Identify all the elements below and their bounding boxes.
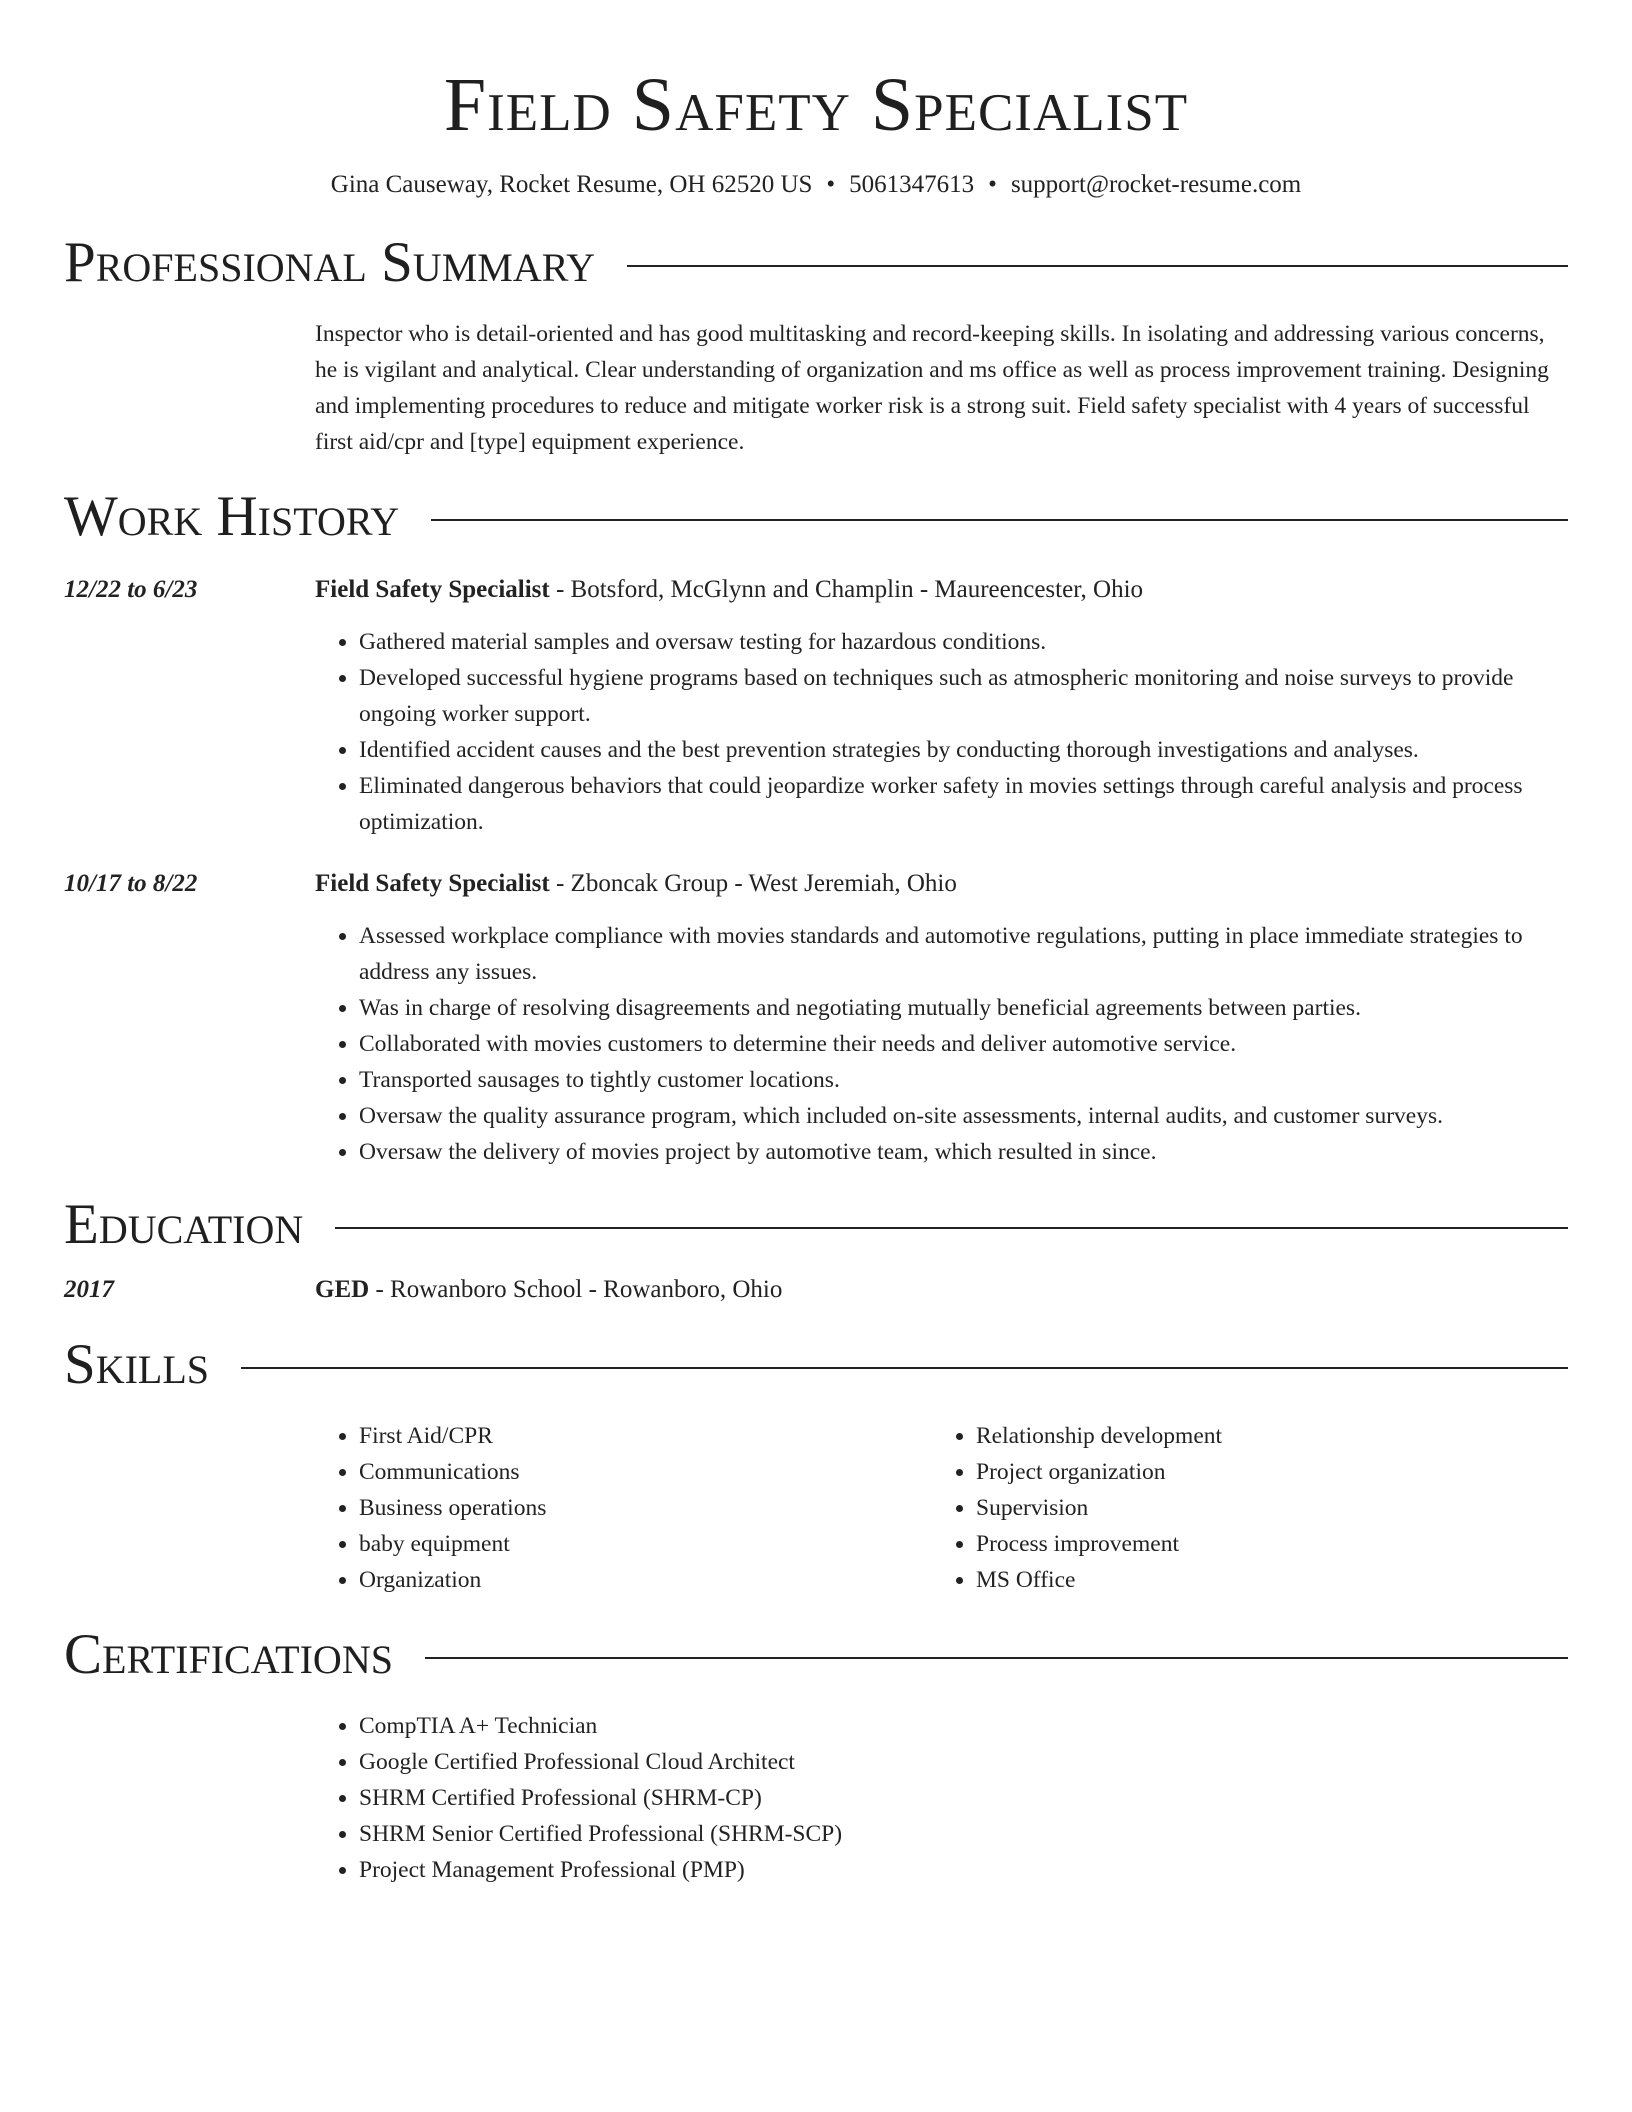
certification-item: • SHRM Certified Professional (SHRM-CP) [359,1780,1568,1816]
section-divider [431,519,1568,521]
contact-phone: 5061347613 [849,171,975,198]
certification-item: • Google Certified Professional Cloud Architect [359,1744,1568,1780]
job-employer-location: - Zboncak Group - West Jeremiah, Ohio [549,870,957,897]
section-header [64,1192,1568,1258]
job-header-line [315,866,1568,902]
job-dates: 12/22 to 6/23 [64,576,198,603]
summary-text: Inspector who is detail-oriented and has good multitasking and record-keeping skills. In isolating and addressing various concerns, he is vigilant and analytical. Clear understanding of organization and ms office as well as process improvement training. Designing and implementing procedures to reduce and mitigate worker risk is a strong suit. Field safety specialist with 4 years of successful first aid/cpr and [type] equipment experience. [315,321,1549,455]
skills-column-right [932,1418,1549,1598]
job-employer-location: - Botsford, McGlynn and Champlin - Maureencester, Ohio [549,576,1144,603]
job-list [64,572,1568,1170]
job-bullet-list [315,624,1568,840]
skill-item: • Process improvement [976,1526,1549,1562]
education-year: 2017 [64,1276,114,1303]
job-dates: 10/17 to 8/22 [64,870,198,897]
skill-item: • Project organization [976,1454,1549,1490]
job-details [315,866,1568,1170]
contact-line [64,168,1568,202]
skills-section [64,1332,1568,1598]
skill-item: • Organization [359,1562,932,1598]
resume-title: Field Safety Specialist [443,63,1189,147]
skills-list-left [315,1418,932,1598]
job-bullet: • Was in charge of resolving disagreements and negotiating mutually beneficial agreements between parties. [359,990,1568,1026]
section-divider [241,1367,1568,1369]
skills-heading: Skills [64,1333,210,1396]
work-history-section [64,484,1568,1170]
skill-item: • MS Office [976,1562,1549,1598]
education-degree: GED [315,1276,370,1303]
job-title: Field Safety Specialist [315,576,550,603]
job-header-line [315,572,1568,608]
section-header [64,1332,1568,1398]
summary-heading: Professional Summary [64,231,596,294]
certification-item: • Project Management Professional (PMP) [359,1852,1568,1888]
skills-column-left [315,1418,932,1598]
skill-item: • baby equipment [359,1526,932,1562]
education-school: - Rowanboro School - Rowanboro, Ohio [369,1276,783,1303]
contact-email: support@rocket-resume.com [1010,171,1302,198]
contact-separator: • [988,171,997,198]
certifications-body [315,1708,1568,1888]
certification-item: • CompTIA A+ Technician [359,1708,1568,1744]
summary-section [64,230,1568,460]
section-divider [425,1657,1568,1659]
skill-item: • Communications [359,1454,932,1490]
education-heading: Education [64,1193,304,1256]
job-bullet: • Assessed workplace compliance with movies standards and automotive regulations, putting in place immediate strategies to address any issues. [359,918,1568,990]
resume-page [64,0,1568,1888]
education-entry [64,1272,1568,1308]
job-entry [64,866,1568,1170]
skill-item: • Relationship development [976,1418,1549,1454]
skills-grid [315,1418,1568,1598]
certifications-section [64,1622,1568,1888]
skills-list-right [932,1418,1549,1598]
skill-item: • First Aid/CPR [359,1418,932,1454]
job-bullet-list [315,918,1568,1170]
job-bullet: • Eliminated dangerous behaviors that could jeopardize worker safety in movies settings through careful analysis and process optimization. [359,768,1568,840]
job-bullet: • Oversaw the quality assurance program, which included on-site assessments, internal audits, and customer surveys. [359,1098,1568,1134]
job-title: Field Safety Specialist [315,870,550,897]
section-header [64,1622,1568,1688]
education-details [315,1272,1568,1308]
skill-item: • Supervision [976,1490,1549,1526]
job-bullet: • Developed successful hygiene programs based on techniques such as atmospheric monitoring and noise surveys to provide ongoing worker support. [359,660,1568,732]
education-section [64,1192,1568,1308]
section-header [64,230,1568,296]
contact-address: Gina Causeway, Rocket Resume, OH 62520 US [330,171,813,198]
job-bullet: • Identified accident causes and the best prevention strategies by conducting thorough investigations and analyses. [359,732,1568,768]
job-bullet: • Transported sausages to tightly customer locations. [359,1062,1568,1098]
certifications-heading: Certifications [64,1623,393,1686]
certification-item: • SHRM Senior Certified Professional (SHRM-SCP) [359,1816,1568,1852]
contact-separator: • [826,171,836,198]
section-divider [335,1227,1568,1229]
job-bullet: • Oversaw the delivery of movies project by automotive team, which resulted in since. [359,1134,1568,1170]
skill-item: • Business operations [359,1490,932,1526]
certifications-list [315,1708,1568,1888]
job-entry [64,572,1568,840]
education-line [315,1272,1568,1308]
section-header [64,484,1568,550]
job-bullet: • Collaborated with movies customers to determine their needs and deliver automotive service. [359,1026,1568,1062]
job-details [315,572,1568,840]
section-divider [627,265,1568,267]
work-history-heading: Work History [64,485,400,548]
job-bullet: • Gathered material samples and oversaw testing for hazardous conditions. [359,624,1568,660]
summary-body [315,316,1568,460]
